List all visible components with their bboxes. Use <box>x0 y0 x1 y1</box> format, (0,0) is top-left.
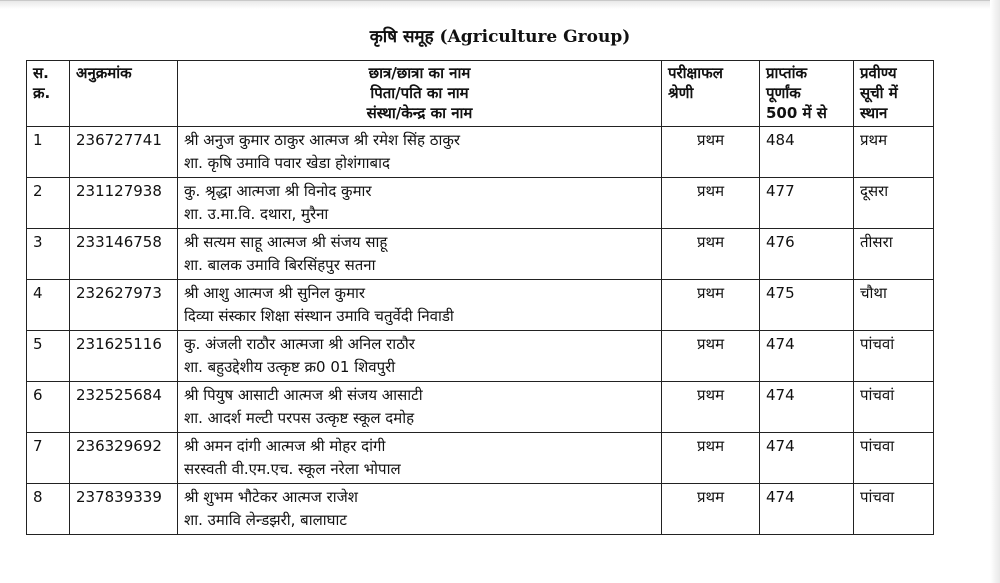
page-top-border <box>0 0 1000 9</box>
cell-name <box>178 331 662 382</box>
student-name: श्री शुभम भौटेकर आत्मज राजेश <box>184 488 358 506</box>
cell-marks: 474 <box>760 331 854 382</box>
cell-name <box>178 178 662 229</box>
cell-roll-number: 231127938 <box>70 178 178 229</box>
cell-marks: 484 <box>760 127 854 178</box>
cell-division: प्रथम <box>662 484 760 535</box>
cell-name <box>178 229 662 280</box>
cell-marks: 474 <box>760 382 854 433</box>
cell-division: प्रथम <box>662 127 760 178</box>
cell-marks: 476 <box>760 229 854 280</box>
school-name: शा. उमावि लेन्डझरी, बालाघाट <box>184 511 347 529</box>
cell-serial: 5 <box>27 331 70 382</box>
table-row <box>27 178 934 229</box>
school-name: शा. बालक उमावि बिरसिंहपुर सतना <box>184 256 376 274</box>
cell-marks: 475 <box>760 280 854 331</box>
table-header-row <box>27 61 934 127</box>
school-name: दिव्या संस्कार शिक्षा संस्थान उमावि चतुर्वेदी निवाडी <box>184 307 454 325</box>
cell-roll-number: 236727741 <box>70 127 178 178</box>
table-row <box>27 382 934 433</box>
cell-division: प्रथम <box>662 382 760 433</box>
cell-division: प्रथम <box>662 229 760 280</box>
page-right-shadow <box>990 0 1000 583</box>
cell-division: प्रथम <box>662 433 760 484</box>
school-name: शा. बहुउद्देशीय उत्कृष्ट क्र0 01 शिवपुरी <box>184 358 396 376</box>
cell-name <box>178 280 662 331</box>
table-row <box>27 127 934 178</box>
cell-rank: पांचवा <box>854 484 934 535</box>
cell-division: प्रथम <box>662 178 760 229</box>
merit-list-table <box>26 60 934 535</box>
cell-rank: पांचवां <box>854 331 934 382</box>
header-marks: प्राप्तांक पूर्णांक 500 में से <box>760 61 854 127</box>
school-name: शा. उ.मा.वि. दथारा, मुरैना <box>184 205 329 223</box>
school-name: शा. आदर्श मल्टी परपस उत्कृष्ट स्कूल दमोह <box>184 409 415 427</box>
cell-roll-number: 231625116 <box>70 331 178 382</box>
cell-name <box>178 127 662 178</box>
cell-name <box>178 484 662 535</box>
cell-serial: 4 <box>27 280 70 331</box>
header-rank: प्रवीण्य सूची में स्थान <box>854 61 934 127</box>
cell-serial: 6 <box>27 382 70 433</box>
cell-roll-number: 233146758 <box>70 229 178 280</box>
header-division: परीक्षाफल श्रेणी <box>662 61 760 127</box>
header-roll-number: अनुक्रमांक <box>70 61 178 127</box>
student-name: श्री अमन दांगी आत्मज श्री मोहर दांगी <box>184 437 386 455</box>
cell-name <box>178 382 662 433</box>
cell-serial: 1 <box>27 127 70 178</box>
student-name: श्री अनुज कुमार ठाकुर आत्मज श्री रमेश सिंह ठाकुर <box>184 131 461 149</box>
header-name: छात्र/छात्रा का नाम पिता/पति का नाम संस्था/केन्द्र का नाम <box>178 61 662 127</box>
student-name: श्री आशु आत्मज श्री सुनिल कुमार <box>184 284 366 302</box>
table-row <box>27 331 934 382</box>
cell-serial: 7 <box>27 433 70 484</box>
cell-roll-number: 232627973 <box>70 280 178 331</box>
student-name: कु. श्रृद्धा आत्मजा श्री विनोद कुमार <box>184 182 372 200</box>
student-name: श्री पियुष आसाटी आत्मज श्री संजय आसाटी <box>184 386 423 404</box>
school-name: सरस्वती वी.एम.एच. स्कूल नरेला भोपाल <box>184 460 401 478</box>
cell-rank: चौथा <box>854 280 934 331</box>
cell-roll-number: 232525684 <box>70 382 178 433</box>
cell-serial: 2 <box>27 178 70 229</box>
cell-roll-number: 237839339 <box>70 484 178 535</box>
table-row <box>27 229 934 280</box>
student-name: श्री सत्यम साहू आत्मज श्री संजय साहू <box>184 233 388 251</box>
cell-marks: 477 <box>760 178 854 229</box>
cell-rank: प्रथम <box>854 127 934 178</box>
cell-rank: पांचवां <box>854 382 934 433</box>
cell-rank: दूसरा <box>854 178 934 229</box>
cell-division: प्रथम <box>662 331 760 382</box>
student-name: कु. अंजली राठौर आत्मजा श्री अनिल राठौर <box>184 335 415 353</box>
table-row <box>27 280 934 331</box>
cell-marks: 474 <box>760 433 854 484</box>
cell-marks: 474 <box>760 484 854 535</box>
cell-name <box>178 433 662 484</box>
school-name: शा. कृषि उमावि पवार खेडा होशंगाबाद <box>184 154 390 172</box>
page-title: कृषि समूह (Agriculture Group) <box>369 27 631 47</box>
cell-roll-number: 236329692 <box>70 433 178 484</box>
header-serial: स. क्र. <box>27 61 70 127</box>
cell-rank: तीसरा <box>854 229 934 280</box>
table-row <box>27 484 934 535</box>
cell-serial: 3 <box>27 229 70 280</box>
cell-rank: पांचवा <box>854 433 934 484</box>
cell-division: प्रथम <box>662 280 760 331</box>
cell-serial: 8 <box>27 484 70 535</box>
table-row <box>27 433 934 484</box>
